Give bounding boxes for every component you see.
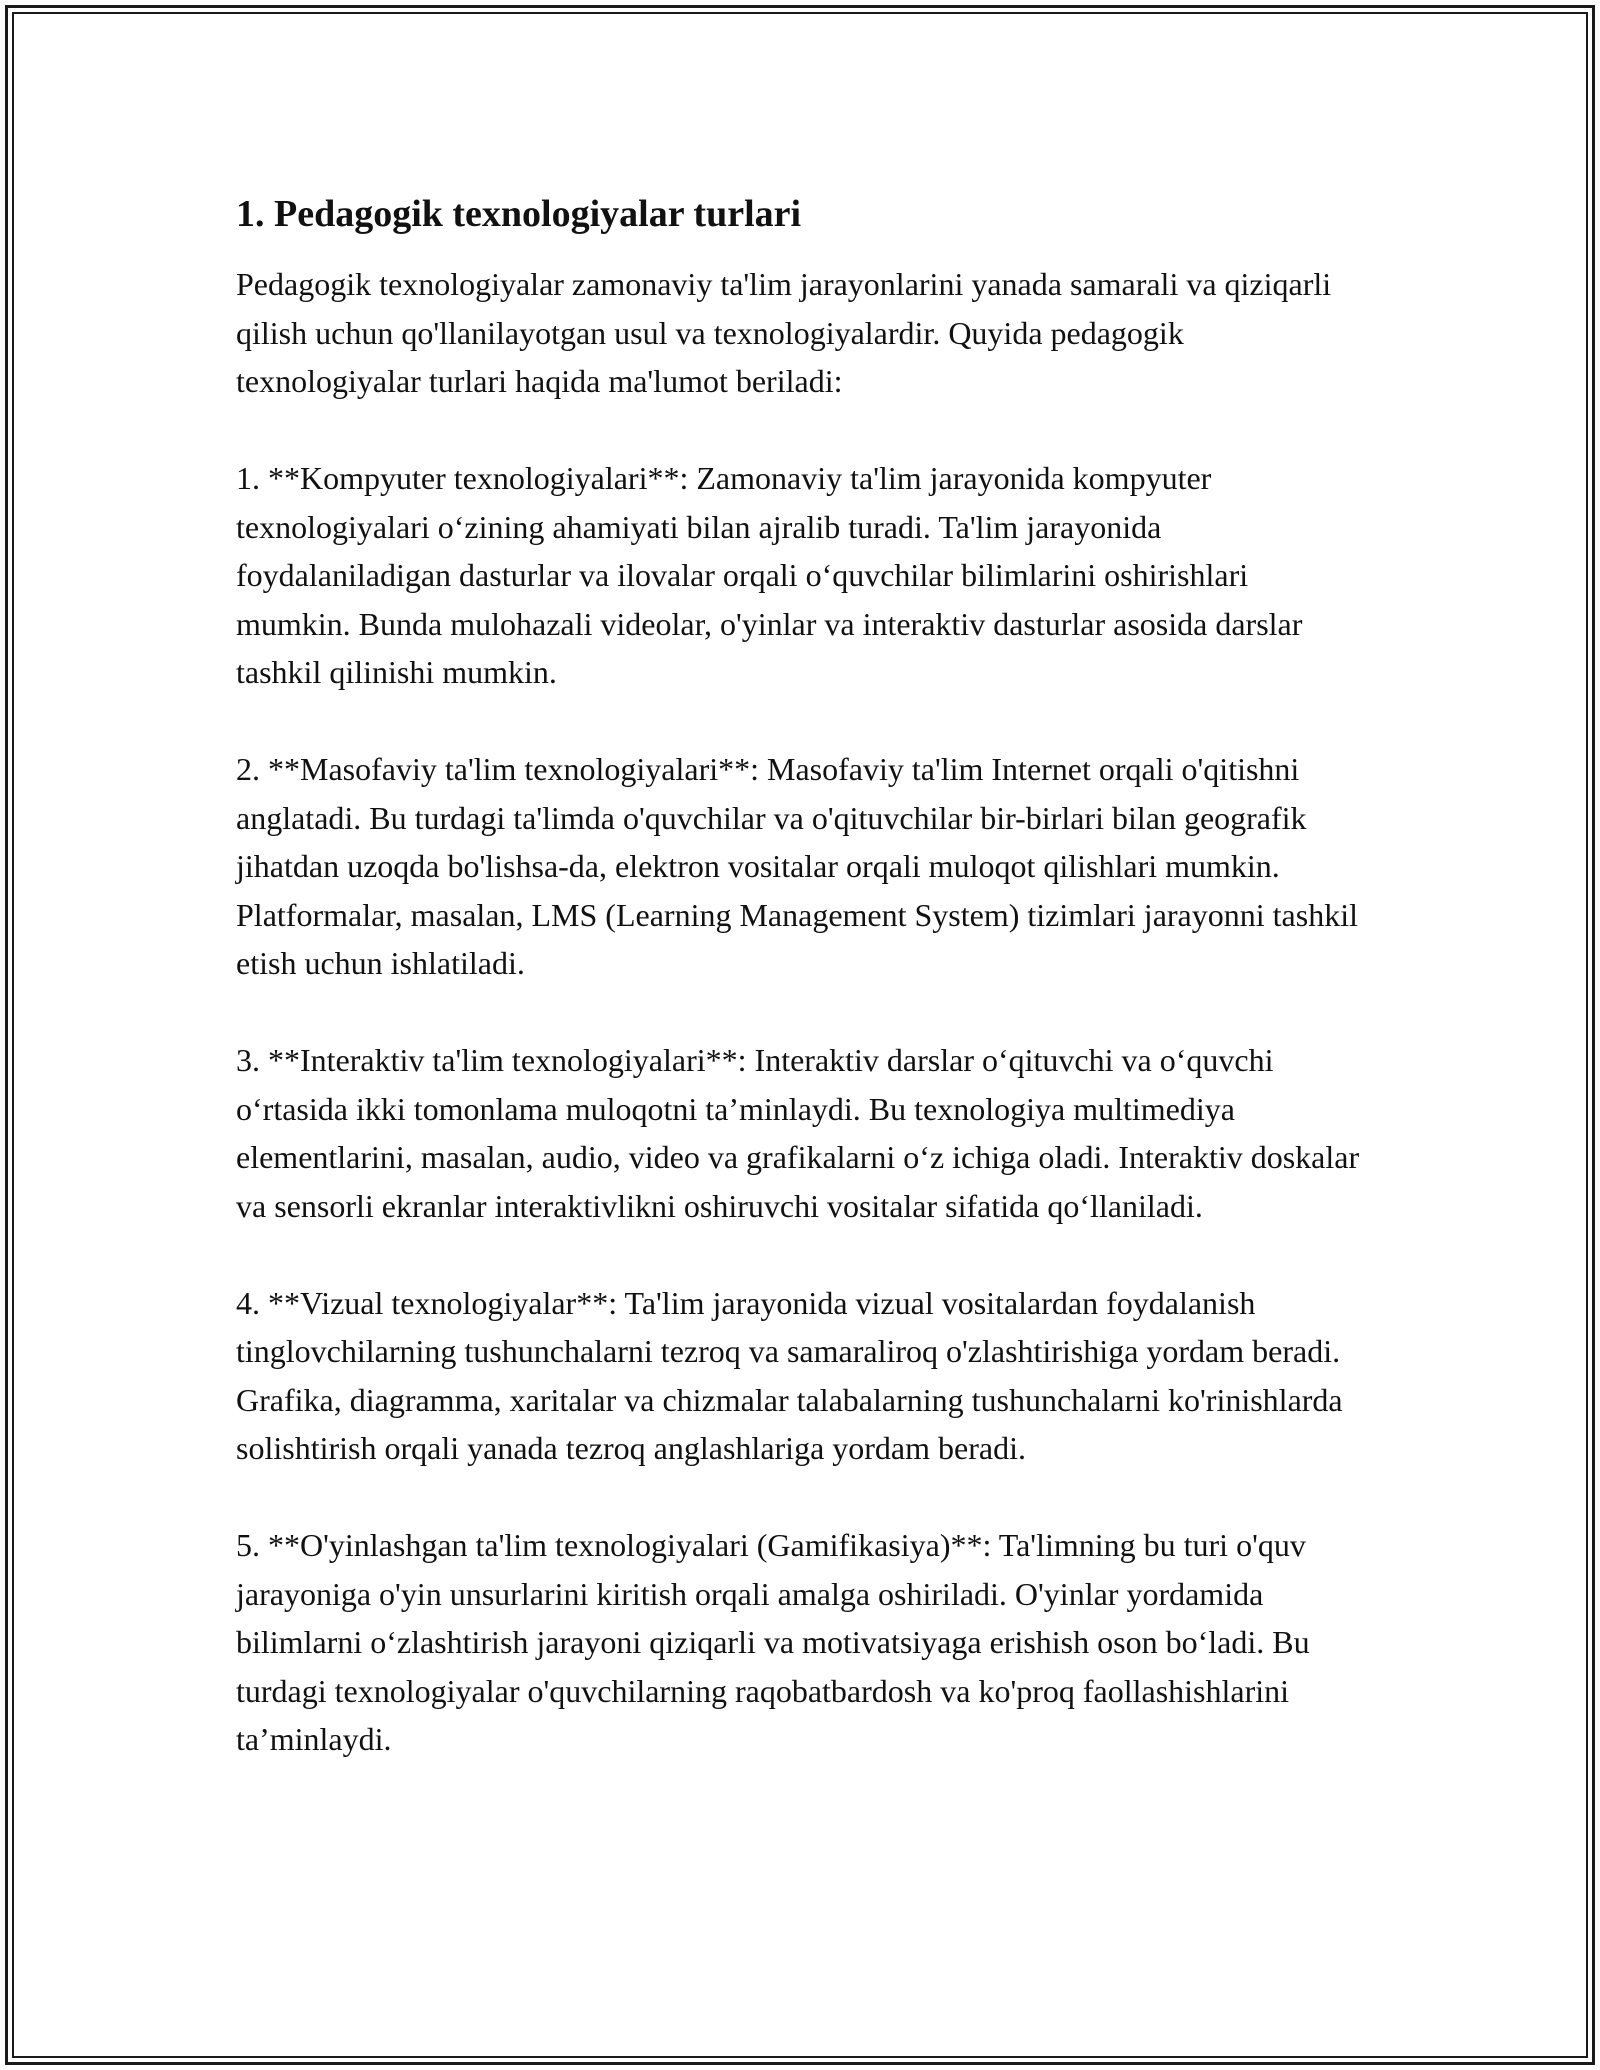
document-title: 1. Pedagogik texnologiyalar turlari — [236, 193, 802, 235]
list-item-distance-learning: 2. **Masofaviy ta'lim texnologiyalari**: Masofaviy ta'lim Internet orqali o'qitishni anglatadi. Bu turdagi ta'limda o'quvchilar va o'qituvchilar bir-birlari bilan geografik jihatdan uzoqda bo'lishsa-da, elektron vositalar orqali muloqot qilishlari mumkin. Platformalar, masalan, LMS (Learning Management System) tizimlari jarayonni tashkil etish uchun ishlatiladi. — [236, 751, 1358, 981]
document-body — [236, 186, 1366, 1812]
list-item-visual-technologies: 4. **Vizual texnologiyalar**: Ta'lim jarayonida vizual vositalardan foydalanish tinglovchilarning tushunchalarni tezroq va samaraliroq o'zlashtirishiga yordam beradi. Grafika, diagramma, xaritalar va chizmalar talabalarning tushunchalarni ko'rinishlarda solishtirish orqali yanada tezroq anglashlariga yordam beradi. — [236, 1284, 1343, 1466]
intro-paragraph: Pedagogik texnologiyalar zamonaviy ta'lim jarayonlarini yanada samarali va qiziqarli qilish uchun qo'llanilayotgan usul va texnologiyalardir. Quyida pedagogik texnologiyalar turlari haqida ma'lumot beriladi: — [236, 266, 1332, 399]
list-item-computer-technologies: 1. **Kompyuter texnologiyalari**: Zamonaviy ta'lim jarayonida kompyuter texnologiyalari o‘zining ahamiyati bilan ajralib turadi. Ta'lim jarayonida foydalaniladigan dasturlar va ilovalar orqali o‘quvchilar bilimlarini oshirishlari mumkin. Bunda mulohazali videolar, o'yinlar va interaktiv dasturlar asosida darslar tashkil qilinishi mumkin. — [236, 460, 1303, 690]
list-item-gamification: 5. **O'yinlashgan ta'lim texnologiyalari (Gamifikasiya)**: Ta'limning bu turi o'quv jarayoniga o'yin unsurlarini kiritish orqali amalga oshiriladi. O'yinlar yordamida bilimlarni o‘zlashtirish jarayoni qiziqarli va motivatsiyaga erishish oson bo‘ladi. Bu turdagi texnologiyalar o'quvchilarning raqobatbardosh va ko'proq faollashishlarini ta’minlaydi. — [236, 1527, 1310, 1757]
list-item-interactive-learning: 3. **Interaktiv ta'lim texnologiyalari**: Interaktiv darslar o‘qituvchi va o‘quvchi o‘rtasida ikki tomonlama muloqotni ta’minlaydi. Bu texnologiya multimediya elementlarini, masalan, audio, video va grafikalarni o‘z ichiga oladi. Interaktiv doskalar va sensorli ekranlar interaktivlikni oshiruvchi vositalar sifatida qo‘llaniladi. — [236, 1042, 1360, 1224]
